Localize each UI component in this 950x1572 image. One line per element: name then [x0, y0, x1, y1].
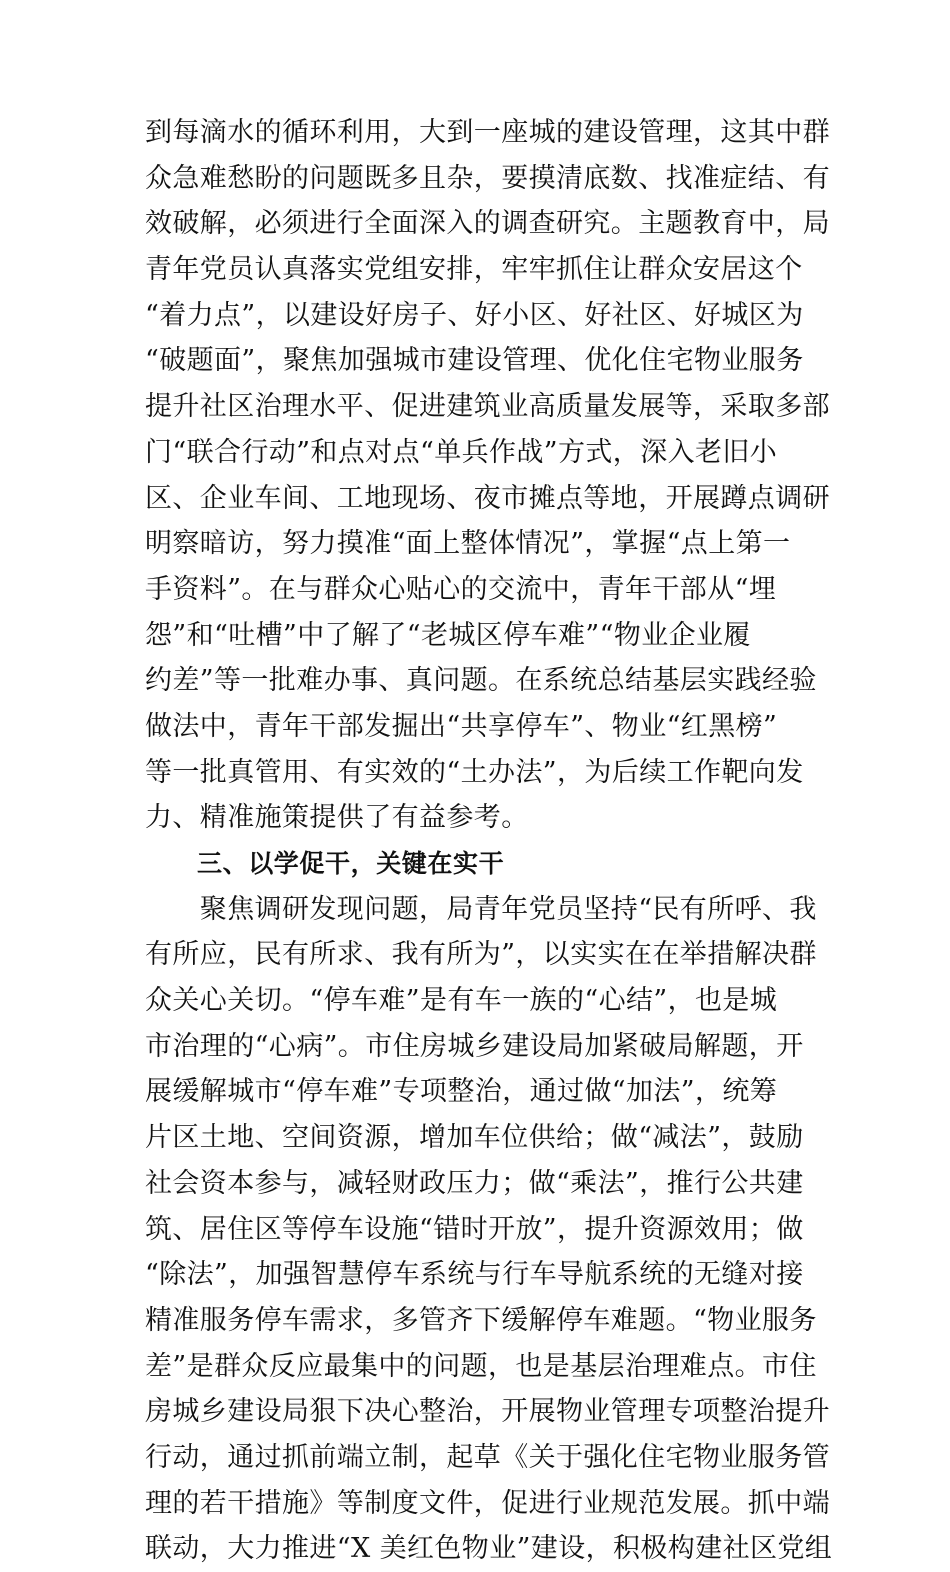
text-line: 展缓解城市“停车难”专项整治，通过做“加法”，统筹 [145, 1076, 778, 1108]
text-line: 众关心关切。“停车难”是有车一族的“心结”，也是城 [145, 985, 778, 1017]
text-line: 片区土地、空间资源，增加车位供给；做“减法”，鼓励 [145, 1122, 804, 1154]
text-line: 明察暗访，努力摸准“面上整体情况”，掌握“点上第一 [145, 528, 791, 560]
text-line: 联动，大力推进“X 美红色物业”建设，积极构建社区党组 [145, 1533, 833, 1565]
section-heading: 三、以学促干，关键在实干 [197, 849, 505, 878]
text-line: 众急难愁盼的问题既多且杂，要摸清底数、找准症结、有 [145, 162, 830, 194]
text-line: 力、精准施策提供了有益参考。 [145, 802, 529, 834]
text-line: 差”是群众反应最集中的问题，也是基层治理难点。市住 [145, 1350, 817, 1382]
text-line: 手资料”。在与群众心贴心的交流中，青年干部从“埋 [145, 573, 777, 605]
text-line: 精准服务停车需求，多管齐下缓解停车难题。“物业服务 [145, 1304, 817, 1336]
text-line: 聚焦调研发现问题，局青年党员坚持“民有所呼、我 [145, 893, 817, 925]
text-line: 门“联合行动”和点对点“单兵作战”方式，深入老旧小 [145, 436, 778, 468]
text-line: 行动，通过抓前端立制，起草《关于强化住宅物业服务管 [145, 1441, 830, 1473]
text-line: 提升社区治理水平、促进建筑业高质量发展等，采取多部 [145, 391, 830, 423]
text-line: 筑、居住区等停车设施“错时开放”，提升资源效用；做 [145, 1213, 804, 1245]
text-line: 做法中，青年干部发掘出“共享停车”、物业“红黑榜” [145, 710, 778, 742]
text-line: 社会资本参与，减轻财政压力；做“乘法”，推行公共建 [145, 1167, 804, 1199]
text-line: 效破解，必须进行全面深入的调查研究。主题教育中，局 [145, 208, 830, 240]
text-line: 房城乡建设局狠下决心整治，开展物业管理专项整治提升 [145, 1396, 830, 1428]
text-line: 市治理的“心病”。市住房城乡建设局加紧破局解题，开 [145, 1030, 804, 1062]
text-line: 约差”等一批难办事、真问题。在系统总结基层实践经验 [145, 665, 817, 697]
text-line: 区、企业车间、工地现场、夜市摊点等地，开展蹲点调研 [145, 482, 830, 514]
text-line: “除法”，加强智慧停车系统与行车导航系统的无缝对接 [145, 1259, 804, 1291]
text-line: 到每滴水的循环利用，大到一座城的建设管理，这其中群 [145, 117, 830, 148]
text-line: 等一批真管用、有实效的“土办法”，为后续工作靶向发 [145, 756, 804, 788]
text-line: “破题面”，聚焦加强城市建设管理、优化住宅物业服务 [145, 345, 804, 377]
document-body [145, 110, 833, 1572]
text-line: 理的若干措施》等制度文件，促进行业规范发展。抓中端 [145, 1487, 830, 1519]
text-line: “着力点”，以建设好房子、好小区、好社区、好城区为 [145, 299, 804, 331]
text-line: 有所应，民有所求、我有所为”，以实实在在举措解决群 [145, 939, 817, 971]
text-line: 青年党员认真落实党组安排，牢牢抓住让群众安居这个 [145, 254, 803, 286]
text-line: 怨”和“吐槽”中了解了“老城区停车难”“物业企业履 [145, 619, 751, 651]
